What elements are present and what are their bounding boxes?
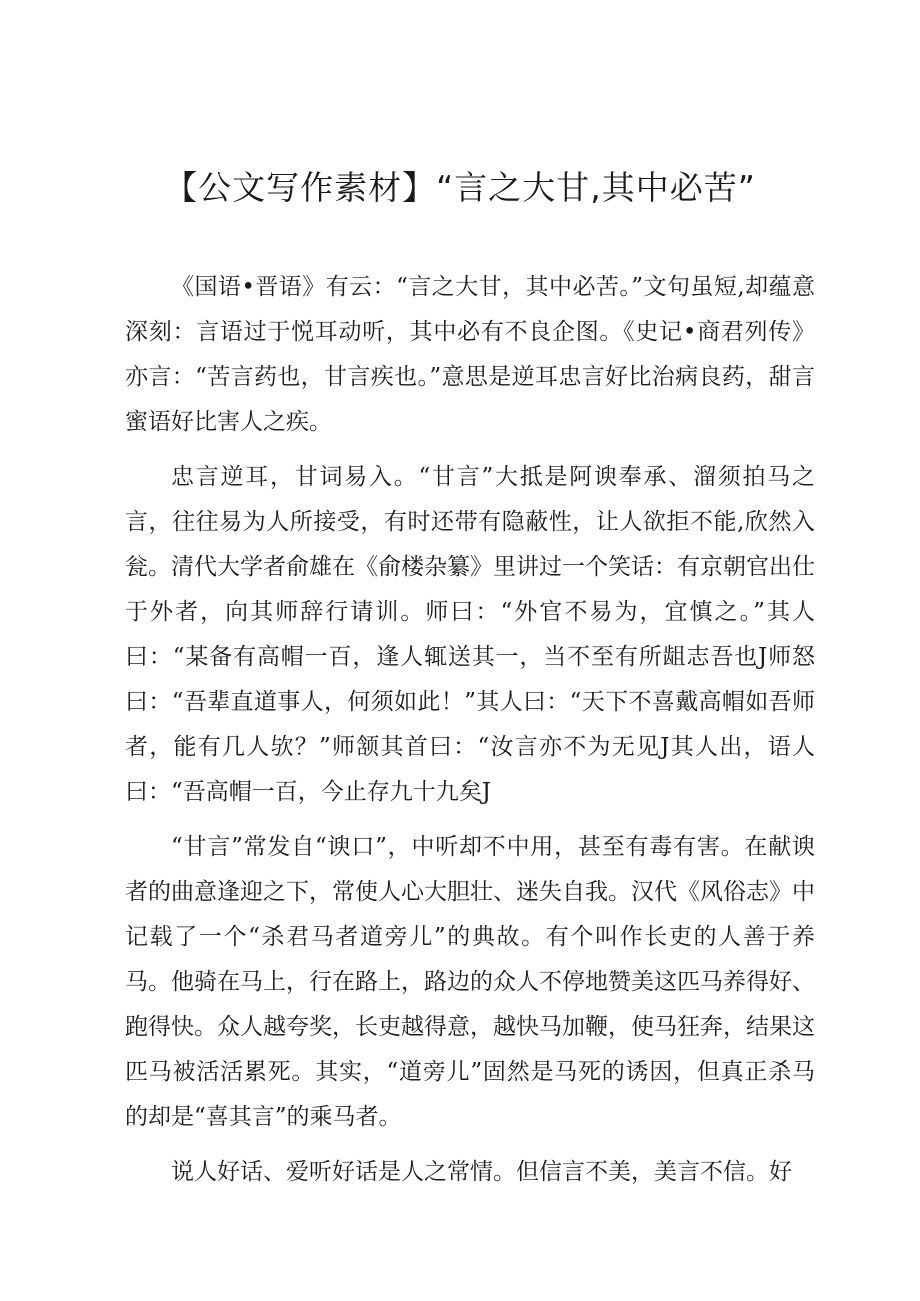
document-title: 【公文写作素材】“言之大甘,其中必苦” <box>164 168 756 207</box>
paragraph: “甘言”常发自“谀口”，中听却不中用，甚至有毒有害。在献谀者的曲意逢迎之下，常使人心大胆壮、迷失自我。汉代《风俗志》中记载了一个“杀君马者道旁儿”的典故。有个叫作长吏的人善于养马。他骑在马上，行在路上，路边的众人不停地赞美这匹马养得好、跑得快。众人越夸奖，长吏越得意，越快马加鞭，使马狂奔，结果这匹马被活活累死。其实，“道旁儿”固然是马死的诱因，但真正杀马的却是“喜其言”的乘马者。 <box>125 834 815 1130</box>
paragraph: 说人好话、爱听好话是人之常情。但信言不美，美言不信。好 <box>171 1159 792 1185</box>
document-body <box>125 265 815 1205</box>
paragraph: 《国语•晋语》有云：“言之大甘，其中必苦。”文句虽短,却蕴意深刻：言语过于悦耳动听，其中必有不良企图。《史记•商君列传》亦言：“苦言药也，甘言疾也。”意思是逆耳忠言好比治病良药，甜言蜜语好比害人之疾。 <box>125 274 815 435</box>
paragraph: 忠言逆耳，甘词易入。“甘言”大抵是阿谀奉承、溜须拍马之言，往往易为人所接受，有时还带有隐蔽性，让人欲拒不能,欣然入瓮。清代大学者俞雄在《俞楼杂纂》里讲过一个笑话：有京朝官出仕于外者，向其师辞行请训。师曰：“外官不易为，宜慎之。”其人曰：“某备有高帽一百，逢人辄送其一，当不至有所龃志吾也J师怒曰：“吾辈直道事人，何须如此！”其人曰：“天下不喜戴高帽如吾师者，能有几人欤？”师颔其首曰：“汝言亦不为无见J其人出，语人曰：“吾高帽一百，今止存九十九矣J <box>125 464 815 805</box>
